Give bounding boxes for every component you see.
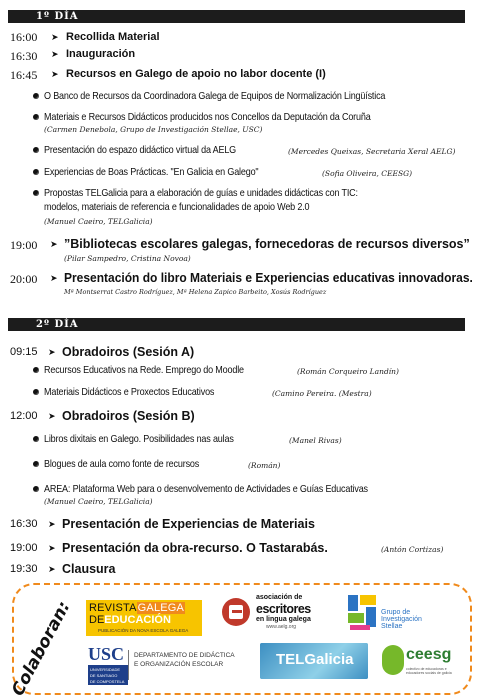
- arrow-icon: ➤: [48, 411, 56, 421]
- subitem-author: (Camino Pereira. (Mestra): [272, 389, 372, 398]
- dept-line2: E ORGANIZACIÓN ESCOLAR: [134, 661, 224, 668]
- logo-telgalicia: [260, 643, 368, 679]
- time-label: 19:00: [10, 542, 38, 554]
- subitem-text: O Banco de Recursos da Coordinadora Galega de Equipos de Normalización Lingüística: [44, 90, 386, 102]
- subitem-author: (Manuel Caeiro, TELGalicia): [44, 217, 153, 226]
- subitem-text: Libros dixitais en Galego. Posibilidades nas aulas: [44, 433, 234, 445]
- item-label: Obradoiros (Sesión B): [62, 409, 195, 423]
- ceesg-sub: colectivo de educadoras e educadores sociais de galicia: [406, 667, 452, 675]
- bullet-icon: [33, 114, 39, 120]
- rge-word-3: DE: [89, 614, 105, 626]
- arrow-icon: ➤: [50, 239, 58, 249]
- time-label: 09:15: [10, 346, 38, 358]
- subitem-text-line2: modelos, materiais de referencia e funcionalidades de apoio Web 2.0: [44, 201, 310, 213]
- logo-usc: [88, 644, 128, 686]
- aelg-e-icon: [222, 598, 250, 626]
- arrow-icon: ➤: [48, 543, 56, 553]
- arrow-icon: ➤: [51, 69, 59, 79]
- stellae-line3: Stellae: [381, 623, 403, 630]
- item-author: (Pilar Sampedro, Cristina Novoa): [64, 254, 191, 263]
- item-label: Inauguración: [66, 48, 136, 60]
- subitem-text: Experiencias de Boas Prácticas. "En Galicia en Galego": [44, 166, 259, 178]
- subitem-author: (Román Corqueiro Landín): [297, 367, 399, 376]
- subitem-author: (Román): [248, 461, 281, 470]
- rge-word-1: REVISTA: [89, 602, 137, 614]
- aelg-line3: en lingua galega: [256, 616, 311, 623]
- arrow-icon: ➤: [48, 519, 56, 529]
- dept-line1: DEPARTAMENTO DE DIDÁCTICA: [134, 652, 235, 659]
- logo-stellae: [348, 595, 458, 635]
- bullet-icon: [33, 367, 39, 373]
- time-label: 19:00: [10, 238, 38, 252]
- bullet-icon: [33, 461, 39, 467]
- subitem-text: Presentación do espazo didáctico virtual da AELG: [44, 144, 237, 156]
- item-label: Clausura: [62, 562, 116, 576]
- time-label: 19:30: [10, 563, 38, 575]
- logo-aelg: [222, 594, 322, 634]
- aelg-line1: asociación de: [256, 594, 303, 601]
- subitem-text: Materiais Didácticos e Proxectos Educativos: [44, 386, 215, 398]
- usc-sub3: DE COMPOSTELA: [90, 679, 125, 684]
- item-label: ”Bibliotecas escolares galegas, fornecedoras de recursos diversos”: [64, 237, 470, 251]
- subitem-author: (Manel Rivas): [289, 436, 342, 445]
- telgalicia-text: TELGalicia: [276, 651, 354, 668]
- bullet-icon: [33, 389, 39, 395]
- stellae-line2: Investigación: [381, 616, 422, 623]
- stellae-line1: Grupo de: [381, 609, 411, 616]
- item-label: Presentación da obra-recurso. O Tastarabás.: [62, 541, 328, 555]
- day2-header: [8, 318, 465, 331]
- subitem-author: (Carmen Denebola, Grupo de Investigación Stellae, USC): [44, 125, 263, 134]
- day1-header: [8, 10, 465, 23]
- subitem-text: Recursos Educativos na Rede. Emprego do Moodle: [44, 364, 244, 376]
- item-label: Obradoiros (Sesión A): [62, 345, 195, 359]
- item-author: (Antón Cortizas): [381, 545, 444, 554]
- item-label: Presentación do libro Materiais e Experiencias educativas innovadoras.: [64, 271, 473, 285]
- time-label: 16:30: [10, 49, 38, 63]
- usc-sub2: DE SANTIAGO: [90, 673, 118, 678]
- usc-sub1: UNIVERSIDADE: [90, 667, 121, 672]
- subitem-author: (Manuel Caeiro, TELGalicia): [44, 497, 153, 506]
- ceesg-text: ceesg: [406, 646, 452, 663]
- subitem-author: (Mercedes Queixas, Secretaria Xeral AELG): [288, 147, 456, 156]
- item-label: Presentación de Experiencias de Materiais: [62, 517, 315, 531]
- arrow-icon: ➤: [48, 347, 56, 357]
- arrow-icon: ➤: [51, 32, 59, 42]
- item-label: Recollida Material: [66, 31, 160, 43]
- rge-word-2: GALEGA: [137, 602, 185, 614]
- ceesg-icon: [382, 645, 404, 675]
- usc-text: USC: [88, 644, 125, 664]
- time-label: 20:00: [10, 272, 38, 286]
- logo-usc-department: [128, 650, 249, 680]
- time-label: 16:30: [10, 518, 38, 530]
- bullet-icon: [33, 436, 39, 442]
- time-label: 16:45: [10, 68, 38, 82]
- arrow-icon: ➤: [51, 49, 59, 59]
- time-label: 12:00: [10, 410, 38, 422]
- logo-revista-galega-educacion: [86, 600, 202, 636]
- bullet-icon: [33, 486, 39, 492]
- arrow-icon: ➤: [48, 564, 56, 574]
- colaboran-label: Colaboran:: [8, 598, 75, 699]
- aelg-line4: www.aelg.org: [266, 624, 297, 630]
- rge-subtitle: PUBLICACIÓN DA NOVA ESCOLA GALEGA: [98, 628, 189, 633]
- time-label: 16:00: [10, 30, 38, 44]
- subitem-text: Blogues de aula como fonte de recursos: [44, 458, 200, 470]
- subitem-text: AREA: Plataforma Web para o desenvolvemento de Actividades e Guías Educativas: [44, 483, 368, 495]
- item-label: Recursos en Galego de apoio no labor docente (I): [66, 68, 326, 80]
- bullet-icon: [33, 169, 39, 175]
- logo-ceesg: [382, 643, 460, 683]
- bullet-icon: [33, 190, 39, 196]
- bullet-icon: [33, 93, 39, 99]
- arrow-icon: ➤: [50, 273, 58, 283]
- subitem-text: Propostas TELGalicia para a elaboración de guías e unidades didácticas con TIC:: [44, 187, 358, 199]
- day2-title: 2º DÍA: [36, 319, 79, 330]
- rge-word-4: EDUCACIÓN: [104, 614, 171, 626]
- subitem-author: (Sofia Oliveira, CEESG): [322, 169, 413, 178]
- day1-title: 1º DÍA: [36, 11, 79, 22]
- stellae-icon: [348, 595, 376, 631]
- bullet-icon: [33, 147, 39, 153]
- item-author: Mª Montserrat Castro Rodríguez, Mª Helena Zapico Barbeito, Xosús Rodríguez: [64, 288, 327, 296]
- subitem-text: Materiais e Recursos Didácticos producidos nos Concellos da Deputación da Coruña: [44, 111, 371, 123]
- aelg-line2: escritores: [256, 602, 311, 616]
